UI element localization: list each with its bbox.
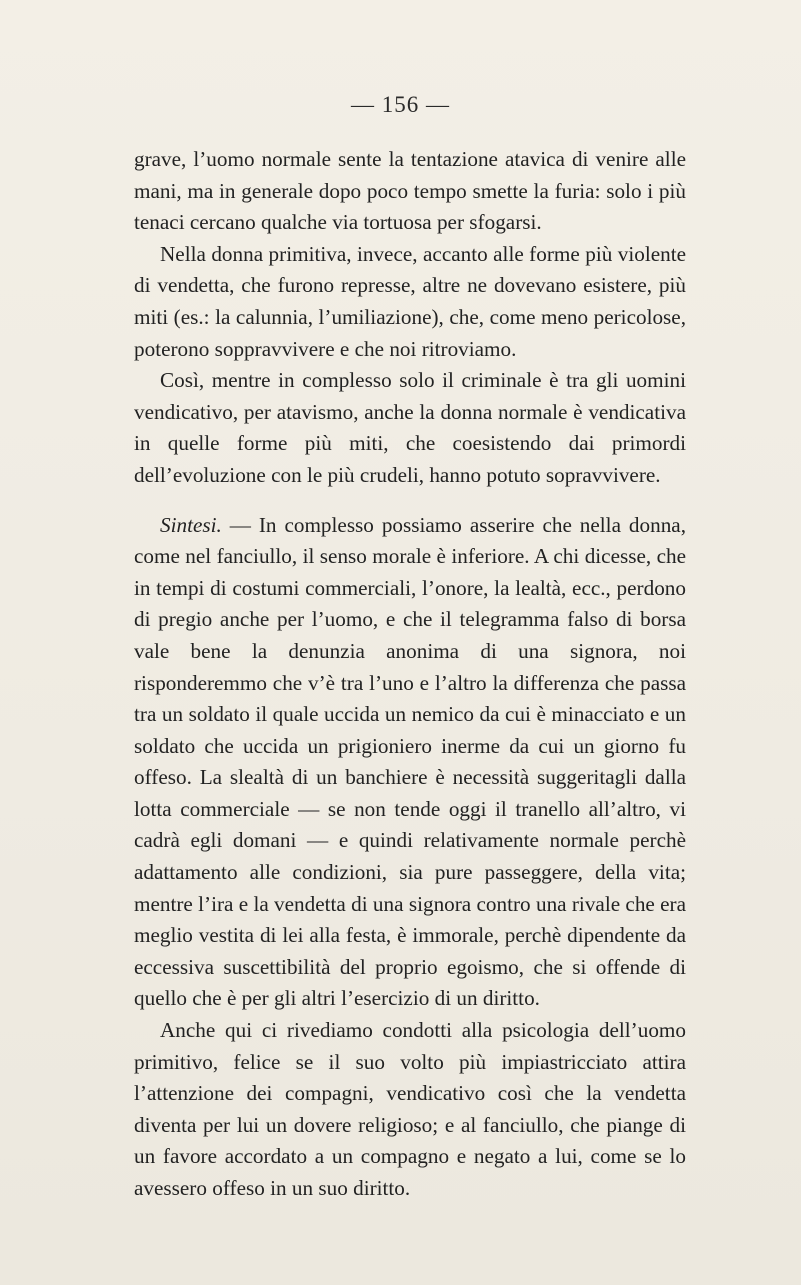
paragraph-synthesis: [134, 510, 686, 1016]
synthesis-text: — In complesso possiamo asserire che nella donna, come nel fanciullo, il senso morale è inferiore. A chi dicesse, che in tempi di costumi commerciali, l’onore, la lealtà, ecc., perdono di pregio anche per l’uomo, e che il telegramma falso di borsa vale bene la denunzia anonima di una signora, noi risponderemmo che v’è tra l’uno e l’altro la differenza che passa tra un soldato il quale uccida un nemico da cui è minacciato e un soldato che uccida un prigioniero inerme da cui un giorno fu offeso. La slealtà di un banchiere è necessità suggeritagli dalla lotta commerciale — se non tende oggi il tranello all’altro, vi cadrà egli domani — e quindi relativamente normale perchè adattamento alle condizioni, sia pure passeggere, della vita; mentre l’ira e la vendetta di una signora contro una rivale che era meglio vestita di lei alla festa, è immorale, perchè dipendente da eccessiva suscettibilità del proprio egoismo, che si offende di quello che è per gli altri l’esercizio di un diritto.: [134, 512, 686, 1011]
paragraph-atavism: Così, mentre in complesso solo il criminale è tra gli uomini vendicativo, per atavismo, anche la donna normale è vendicativa in quelle forme più miti, che coesistendo dai primordi dell’evoluzione con le più crudeli, hanno potuto sopravvivere.: [134, 368, 686, 487]
paragraph-primitive-woman: Nella donna primitiva, invece, accanto alle forme più violente di vendetta, che furono represse, altre ne dovevano esistere, più miti (es.: la calunnia, l’umiliazione), che, come meno pericolose, poterono soppravvivere e che noi ritroviamo.: [134, 241, 686, 361]
paragraph-primitive-man: Anche qui ci rivediamo condotti alla psicologia dell’uomo primitivo, felice se il suo volto più impiastricciato attira l’attenzione dei compagni, vendicativo così che la vendetta diventa per lui un dovere religioso; e al fanciullo, che piange di un favore accordato a un compagno e negato a lui, come se lo avessero offeso in un suo diritto.: [134, 1018, 686, 1200]
page-number: — 156 —: [351, 92, 450, 117]
section-gap: [134, 492, 686, 510]
paragraph-continuation: grave, l’uomo normale sente la tentazione atavica di venire alle mani, ma in generale dopo poco tempo smette la furia: solo i più tenaci cercano qualche via tortuosa per sfogarsi.: [134, 147, 686, 235]
page-body: [134, 144, 686, 1205]
synthesis-heading: Sintesi.: [160, 512, 222, 537]
